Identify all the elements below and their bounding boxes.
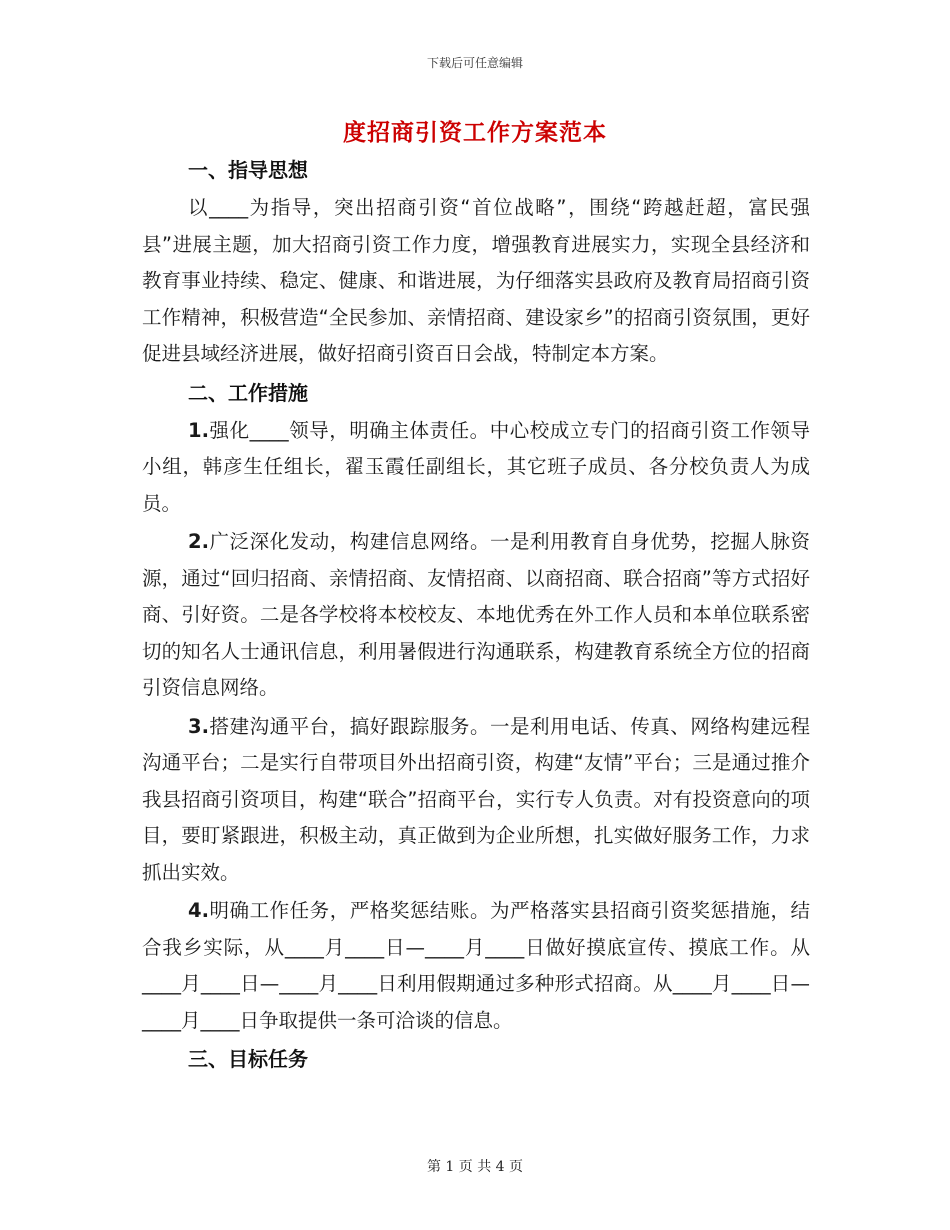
section-heading-guiding-ideology: 一、指导思想 [188,158,308,182]
measure-item-text: 广泛深化发动，构建信息网络。一是利用教育自身优势，挖掘人脉资源，通过“回归招商、亲情招商、友情招商、以商招商、联合招商”等方式招好商、引好资。二是各学校将本校校友、本地优秀在外工作人员和本单位联系密切的知名人士通讯信息，利用暑假进行沟通联系，构建教育系统全方位的招商引资信息网络。 [142,530,810,699]
page-header-note: 下载后可任意编辑 [426,56,523,70]
measure-item-4 [142,893,810,1039]
paragraph-guiding-ideology: 以____为指导，突出招商引资“首位战略”，围绕“跨越赶超，富民强县”进展主题，加大招商引资工作力度，增强教育进展实力，实现全县经济和教育事业持续、稳定、健康、和谐进展，为仔细落实县政府及教育局招商引资工作精神，积极营造“全民参加、亲情招商、建设家乡”的招商引资氛围，更好促进县域经济进展，做好招商引资百日会战，特制定本方案。 [142,196,810,365]
measure-item-3 [142,709,810,892]
measure-item-text: 明确工作任务，严格奖惩结账。为严格落实县招商引资奖惩措施，结合我乡实际，从____月____日—____月____日做好摸底宣传、摸底工作。从____月____日—____月____日利用假期通过多种形式招商。从____月____日—____月____日争取提供一条可洽谈的信息。 [142,899,810,1032]
measure-item-text: 强化____领导，明确主体责任。中心校成立专门的招商引资工作领导小组，韩彦生任组长，翟玉霞任副组长，其它班子成员、各分校负责人为成员。 [142,418,810,515]
document-title: 度招商引资工作方案范本 [343,120,607,146]
measure-item-1 [142,413,810,523]
page-footer: 第 1 页 共 4 页 [426,1159,524,1175]
measure-item-number: 3. [188,714,209,738]
section-heading-targets: 三、目标任务 [188,1047,308,1071]
document-body [142,150,810,1079]
measure-item-text: 搭建沟通平台，搞好跟踪服务。一是利用电话、传真、网络构建远程沟通平台；二是实行自带项目外出招商引资，构建“友情”平台；三是通过推介我县招商引资项目，构建“联合”招商平台，实行专人负责。对有投资意向的项目，要盯紧跟进，积极主动，真正做到为企业所想，扎实做好服务工作，力求抓出实效。 [142,714,810,884]
measure-item-number: 2. [188,530,209,553]
section-heading-work-measures: 二、工作措施 [188,380,308,405]
measure-item-2 [142,524,810,707]
measure-item-number: 1. [188,418,209,442]
measure-item-number: 4. [188,899,209,922]
